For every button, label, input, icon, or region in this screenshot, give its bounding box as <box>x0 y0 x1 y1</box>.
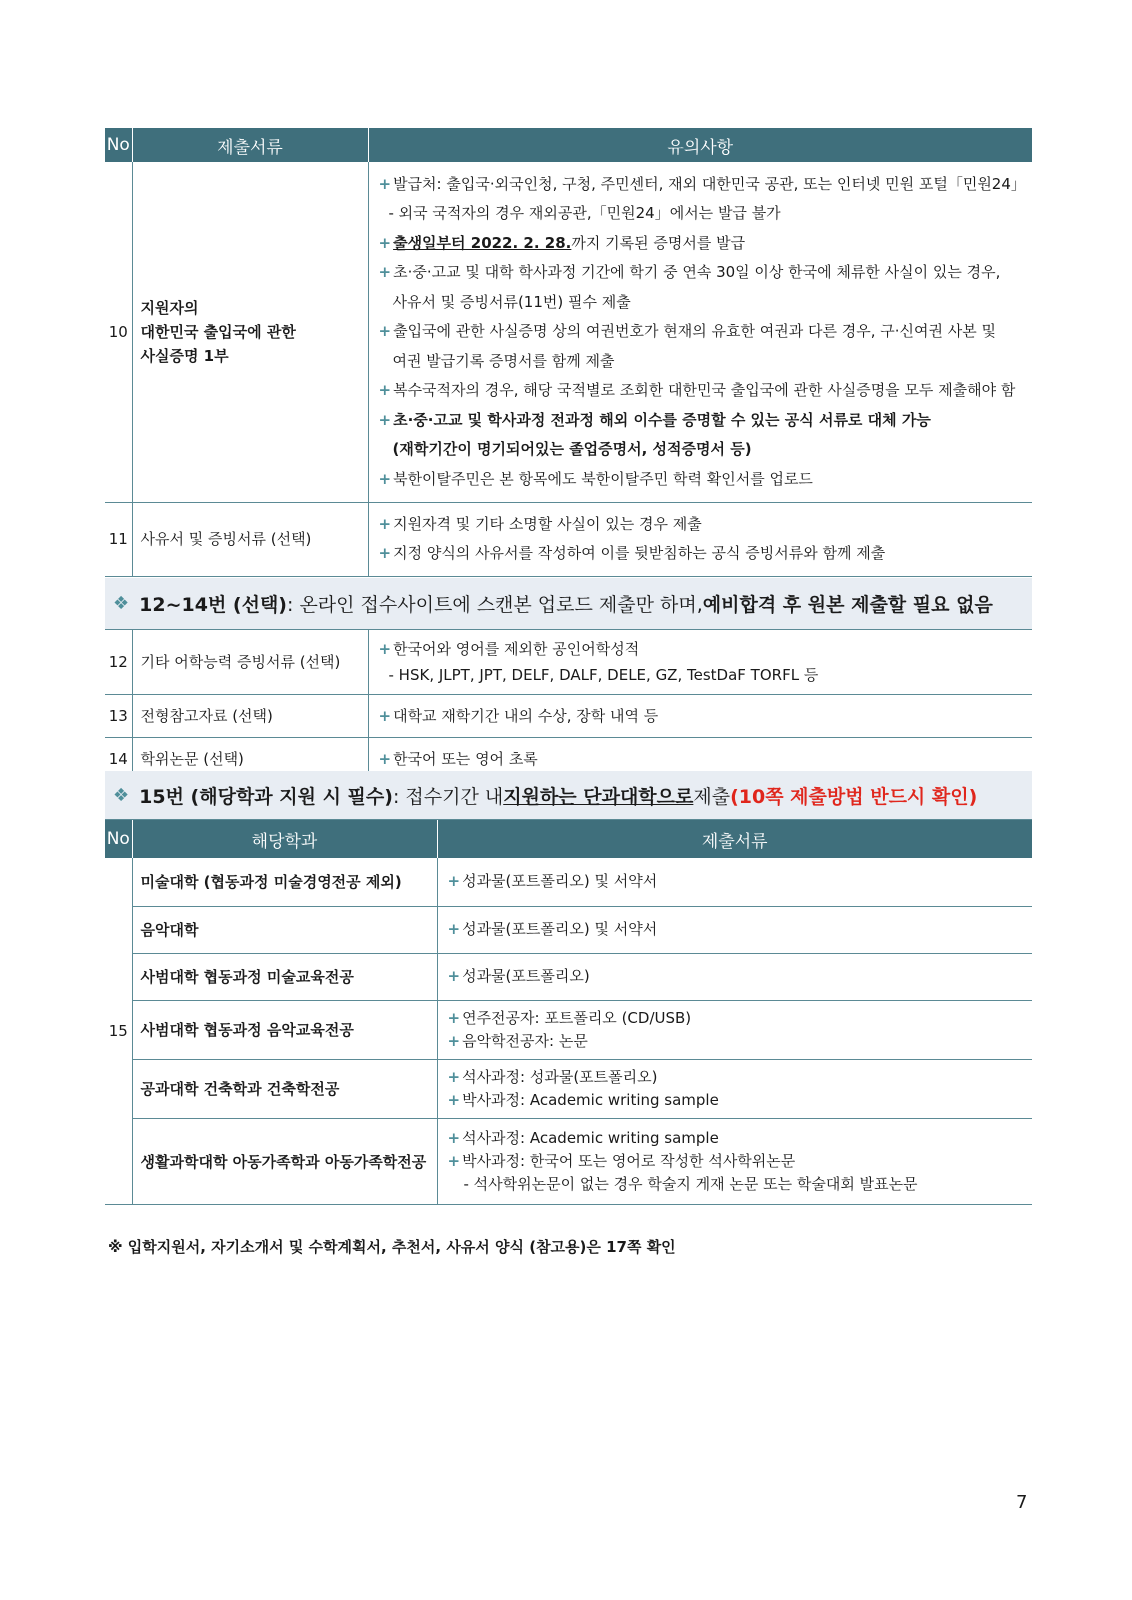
documents-table-2 <box>105 820 1032 1205</box>
plus-icon: + <box>378 640 392 658</box>
plus-icon: + <box>447 1031 461 1050</box>
plus-icon: + <box>447 920 461 938</box>
banner-warning: (10쪽 제출방법 반드시 확인) <box>730 785 978 808</box>
note-item: + 연주전공자: 포트폴리오 (CD/USB) <box>447 1008 692 1027</box>
table-row-13 <box>105 695 1032 738</box>
dept-cell: 사범대학 협동과정 음악교육전공 <box>132 1000 437 1059</box>
plus-icon: + <box>378 707 392 725</box>
note-cell <box>437 1059 1032 1118</box>
note-item: + 성과물(포트폴리오) 및 서약서 <box>447 872 658 891</box>
banner-emphasis: 예비합격 후 원본 제출할 필요 없음 <box>702 594 993 616</box>
doc-cell: 사유서 및 증빙서류 (선택) <box>132 502 368 576</box>
plus-icon: + <box>378 322 392 340</box>
header-dept: 해당학과 <box>132 820 437 858</box>
banner-title: 12~14번 (선택) <box>139 594 287 616</box>
dept-cell: 공과대학 건축학과 건축학전공 <box>132 1059 437 1118</box>
plus-icon: + <box>378 174 392 193</box>
banner-text: : 온라인 접수사이트에 스캔본 업로드 제출만 하며, <box>287 594 703 616</box>
note-item: + 발급처: 출입국·외국인청, 구청, 주민센터, 재외 대한민국 공관, 또는 인터넷 민원 포털「민원24」 <box>378 174 1026 193</box>
footnote: ※ 입학지원서, 자기소개서 및 수학계획서, 추천서, 사유서 양식 (참고용)은 17쪽 확인 <box>108 1238 676 1256</box>
plus-icon: + <box>447 1067 461 1086</box>
table-row-11 <box>105 502 1032 576</box>
dept-cell: 사범대학 협동과정 미술교육전공 <box>132 953 437 1000</box>
note-item: + 대학교 재학기간 내의 수상, 장학 내역 등 <box>378 707 659 725</box>
row-number: 13 <box>105 695 132 738</box>
note-item: + 출생일부터 2022. 2. 28.까지 기록된 증명서를 발급 <box>378 233 746 252</box>
header-no: No <box>105 820 132 858</box>
row-number: 11 <box>105 502 132 576</box>
note-item: + 음악학전공자: 논문 <box>447 1031 588 1050</box>
doc-cell <box>132 162 368 502</box>
documents-table-1 <box>105 128 1032 577</box>
plus-icon: + <box>378 410 392 429</box>
plus-icon: + <box>447 1008 461 1027</box>
header-doc: 제출서류 <box>132 128 368 162</box>
table-row <box>105 1000 1032 1059</box>
table-row-10 <box>105 162 1032 502</box>
section-banner-15 <box>105 771 1032 820</box>
note-item: + 지원자격 및 기타 소명할 사실이 있는 경우 제출 <box>378 515 702 533</box>
doc-cell: 전형참고자료 (선택) <box>132 695 368 738</box>
section-banner-12-14 <box>105 578 1032 630</box>
note-item: + 박사과정: 한국어 또는 영어로 작성한 석사학위논문 <box>447 1151 796 1170</box>
plus-icon: + <box>447 1151 461 1170</box>
note-sub-item: - 석사학위논문이 없는 경우 학술지 게재 논문 또는 학술대회 발표논문 <box>463 1174 918 1193</box>
note-item: + 한국어 또는 영어 초록 <box>378 750 538 768</box>
plus-icon: + <box>378 233 392 252</box>
documents-table-optional <box>105 630 1032 781</box>
note-item: + 성과물(포트폴리오) <box>447 967 590 985</box>
table-header <box>105 128 1032 162</box>
note-cell <box>437 1000 1032 1059</box>
diamond-icon: ❖ <box>113 593 130 614</box>
plus-icon: + <box>378 544 392 562</box>
note-item: + 출입국에 관한 사실증명 상의 여권번호가 현재의 유효한 여권과 다른 경우, 구·신여권 사본 및 <box>378 322 996 340</box>
note-cell <box>368 695 1032 738</box>
note-cell <box>368 630 1032 695</box>
header-no: No <box>105 128 132 162</box>
note-cell <box>437 953 1032 1000</box>
note-continuation: (재학기간이 명기되어있는 졸업증명서, 성적증명서 등) <box>392 440 752 458</box>
note-cell <box>437 1118 1032 1204</box>
note-item: + 복수국적자의 경우, 해당 국적별로 조회한 대한민국 출입국에 관한 사실증명을 모두 제출해야 함 <box>378 381 1016 399</box>
doc-cell: 기타 어학능력 증빙서류 (선택) <box>132 630 368 695</box>
diamond-icon: ❖ <box>113 784 130 806</box>
dept-cell: 음악대학 <box>132 906 437 953</box>
banner-text: 제출 <box>693 785 731 808</box>
row-number: 12 <box>105 630 132 695</box>
row-number: 14 <box>105 738 132 781</box>
table-row <box>105 1118 1032 1204</box>
plus-icon: + <box>447 872 461 891</box>
table-header <box>105 820 1032 858</box>
row-number: 10 <box>105 162 132 502</box>
plus-icon: + <box>447 1090 461 1109</box>
note-item: + 박사과정: Academic writing sample <box>447 1090 719 1109</box>
note-sub-item: - HSK, JLPT, JPT, DELF, DALF, DELE, GZ, TestDaF TORFL 등 <box>388 666 819 684</box>
banner-title: 15번 (해당학과 지원 시 필수) <box>139 785 393 808</box>
dept-cell: 생활과학대학 아동가족학과 아동가족학전공 <box>132 1118 437 1204</box>
note-cell <box>368 502 1032 576</box>
table-row <box>105 858 1032 906</box>
table-row <box>105 953 1032 1000</box>
plus-icon: + <box>378 750 392 768</box>
note-item: + 석사과정: 성과물(포트폴리오) <box>447 1067 658 1086</box>
plus-icon: + <box>378 469 392 488</box>
doc-cell: 학위논문 (선택) <box>132 738 368 781</box>
note-continuation: 사유서 및 증빙서류(11번) 필수 제출 <box>392 292 631 311</box>
note-item: + 한국어와 영어를 제외한 공인어학성적 <box>378 640 640 658</box>
table-row <box>105 1059 1032 1118</box>
page-number: 7 <box>1016 1492 1028 1513</box>
plus-icon: + <box>378 381 392 399</box>
doc-line: 사실증명 1부 <box>140 346 229 365</box>
row-number: 15 <box>105 858 132 1204</box>
note-item: + 초·중·고교 및 학사과정 전과정 해외 이수를 증명할 수 있는 공식 서류로 대체 가능 <box>378 410 931 429</box>
note-cell <box>368 162 1032 502</box>
doc-line: 대한민국 출입국에 관한 <box>140 322 296 341</box>
note-item: + 초·중·고교 및 대학 학사과정 기간에 학기 중 연속 30일 이상 한국에 체류한 사실이 있는 경우, <box>378 263 1001 281</box>
dept-cell: 미술대학 (협동과정 미술경영전공 제외) <box>132 858 437 906</box>
table-row <box>105 906 1032 953</box>
banner-text: : 접수기간 내 <box>392 785 504 808</box>
plus-icon: + <box>447 1128 461 1147</box>
header-note: 유의사항 <box>368 128 1032 162</box>
plus-icon: + <box>378 515 392 533</box>
note-sub-item: - 외국 국적자의 경우 재외공관,「민원24」에서는 발급 불가 <box>388 204 781 222</box>
note-item: + 석사과정: Academic writing sample <box>447 1128 719 1147</box>
table-row-12 <box>105 630 1032 695</box>
doc-line: 지원자의 <box>140 298 199 317</box>
plus-icon: + <box>378 263 392 281</box>
note-continuation: 여권 발급기록 증명서를 함께 제출 <box>392 351 615 370</box>
note-item: + 지정 양식의 사유서를 작성하여 이를 뒷받침하는 공식 증빙서류와 함께 제출 <box>378 544 886 562</box>
plus-icon: + <box>447 967 461 985</box>
note-cell <box>437 906 1032 953</box>
header-doc: 제출서류 <box>437 820 1032 858</box>
banner-underlined: 지원하는 단과대학으로 <box>503 785 694 808</box>
note-item: + 북한이탈주민은 본 항목에도 북한이탈주민 학력 확인서를 업로드 <box>378 469 813 488</box>
note-item: + 성과물(포트폴리오) 및 서약서 <box>447 920 658 938</box>
note-cell <box>437 858 1032 906</box>
